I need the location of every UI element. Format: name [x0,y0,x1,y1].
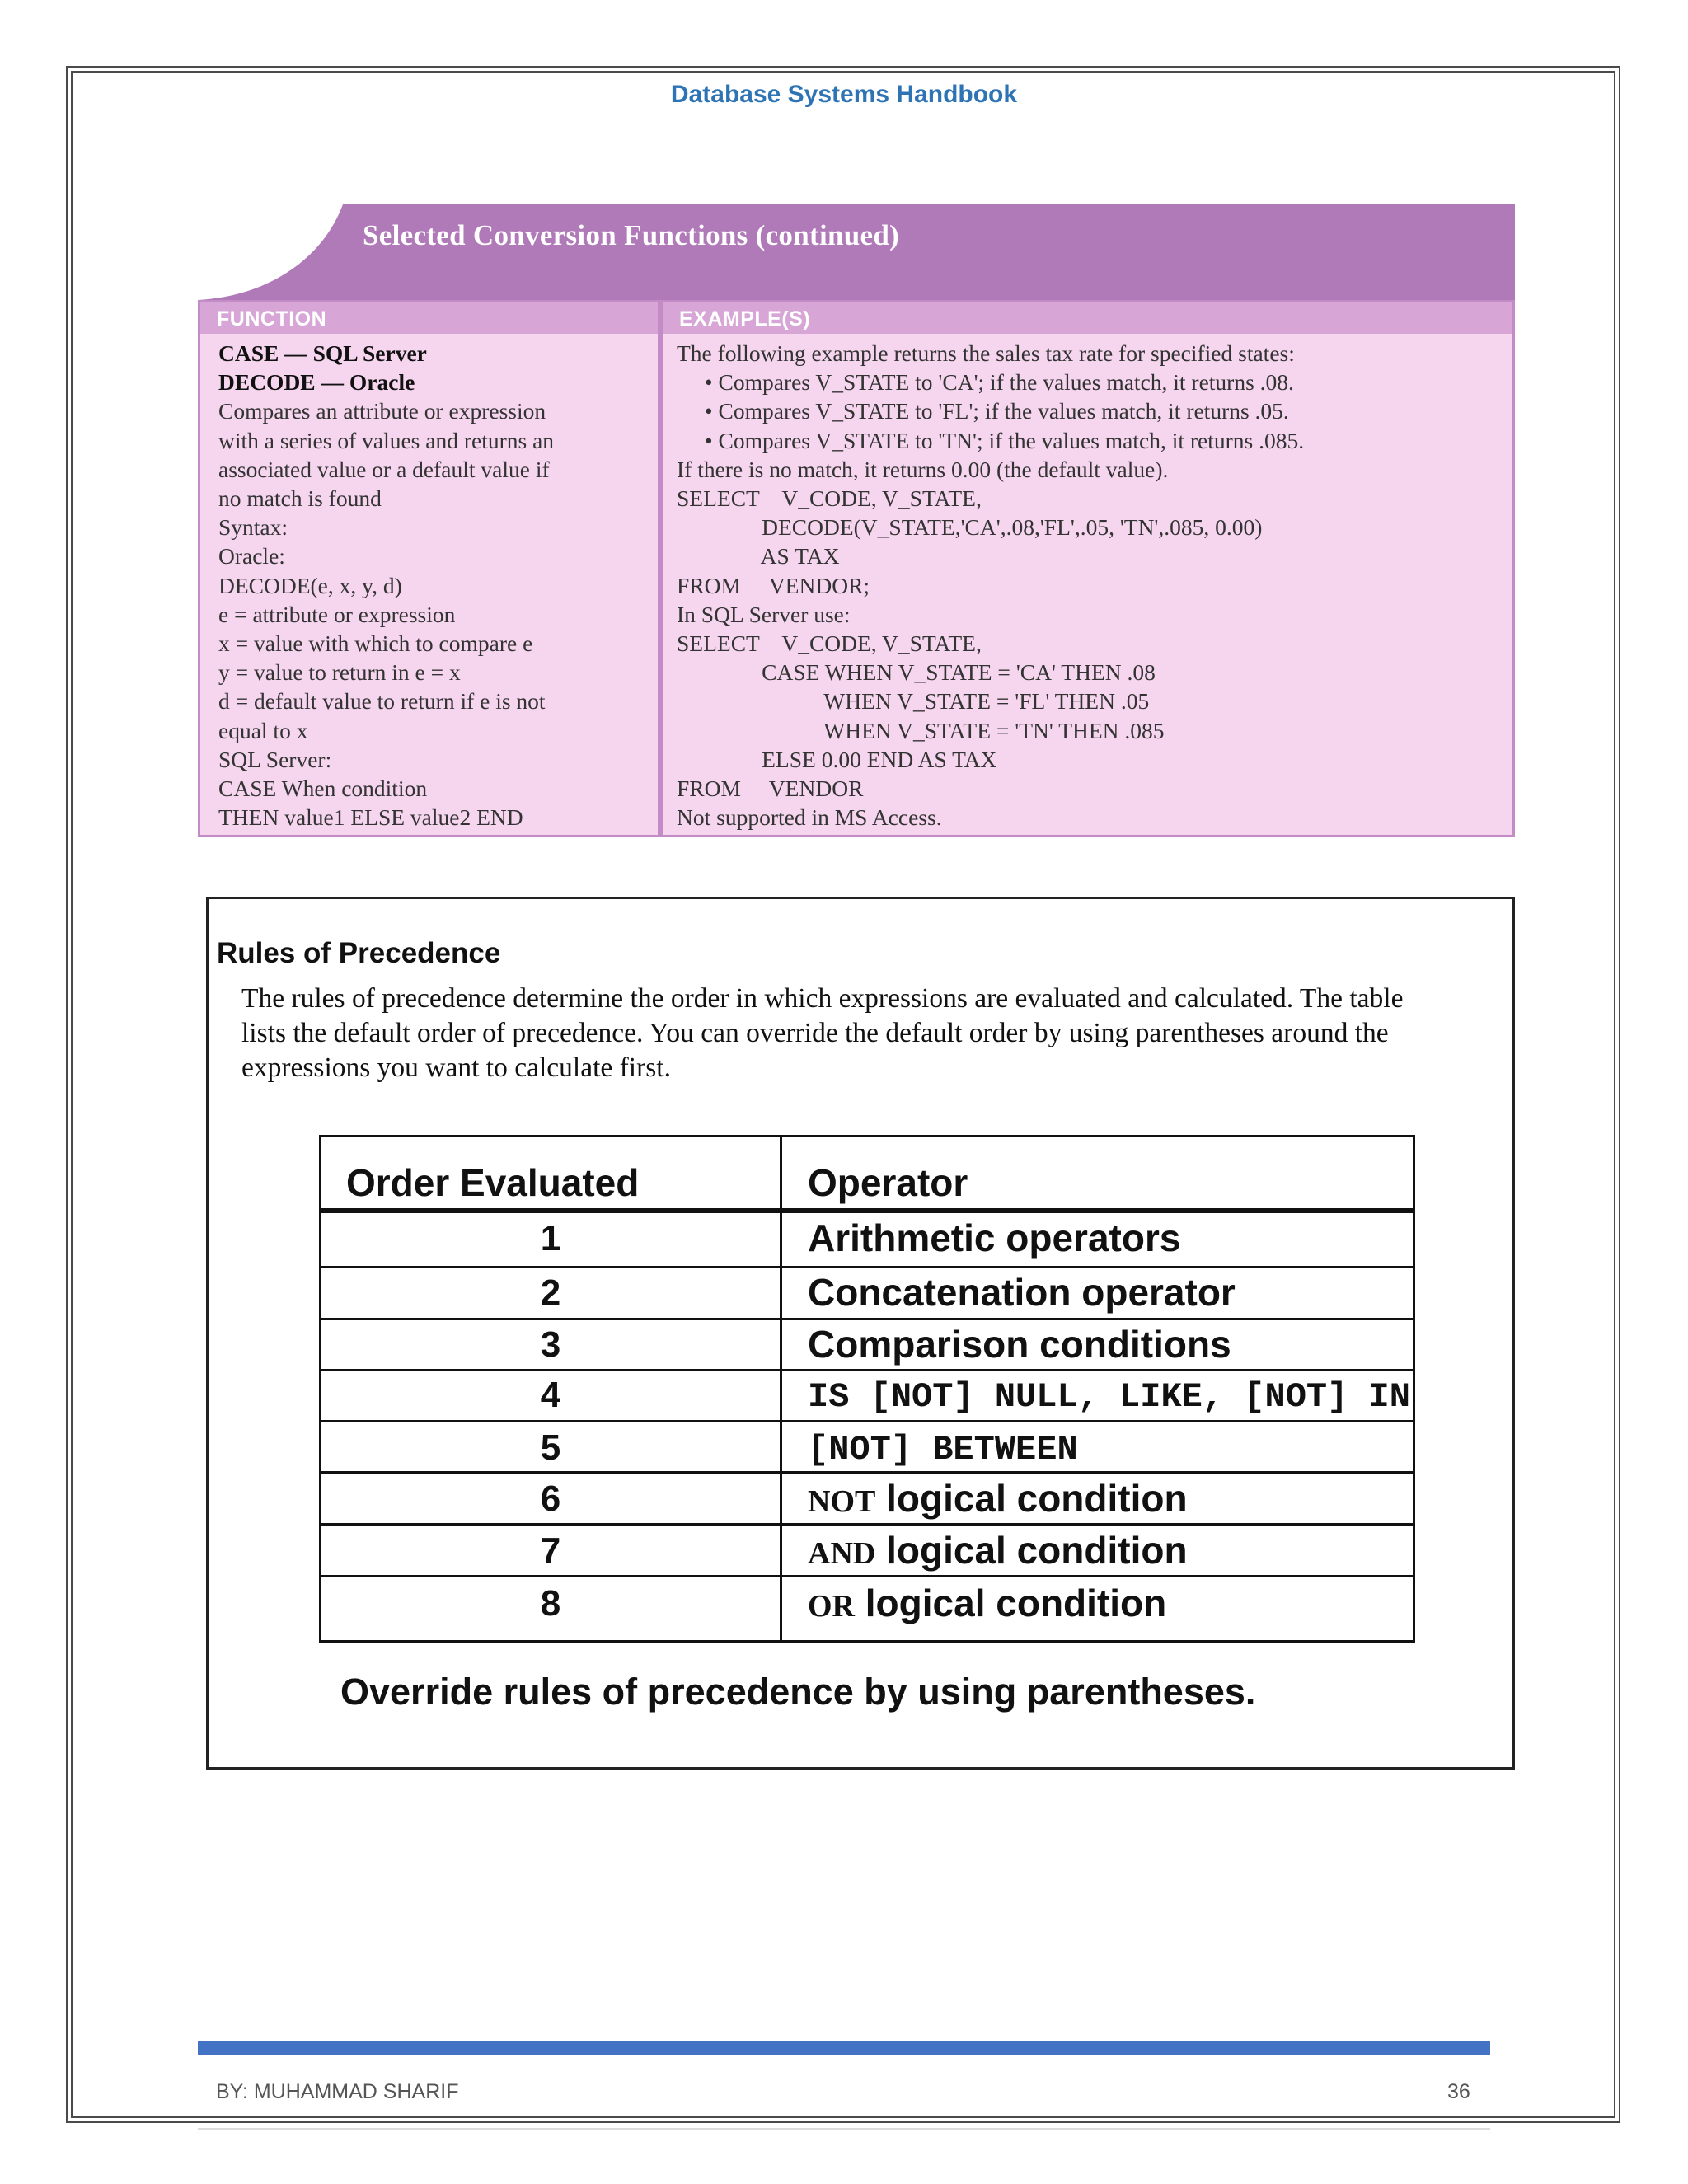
operator-cell [808,1528,1188,1572]
keyword-not: NOT [808,1484,876,1519]
header-operator: Operator [808,1161,968,1204]
examples [677,339,1501,832]
example-bullet: • Compares V_STATE to 'FL'; if the values match, it returns .05. [705,398,1289,424]
example-line: Not supported in MS Access. [677,804,942,831]
table-row-rule [321,1266,1413,1268]
precedence-title: Rules of Precedence [217,937,501,969]
column-header-examples: EXAMPLE(S) [663,302,1512,334]
intro-line: The rules of precedence determine the order in which expressions are evaluated and calculated. The table [241,983,1404,1014]
function-line: no match is found [218,485,382,512]
operator-cell [808,1476,1188,1521]
example-line: The following example returns the sales tax rate for specified states: [677,340,1295,366]
example-bullet: • Compares V_STATE to 'TN'; if the values match, it returns .085. [705,427,1305,453]
example-line: CASE WHEN V_STATE = 'CA' THEN .08 [677,659,1156,686]
operator-cell [808,1581,1166,1625]
intro-line: lists the default order of precedence. You can override the default order by using parentheses around the [241,1018,1389,1048]
operator-cell: Arithmetic operators [808,1216,1181,1259]
example-line: SELECT V_CODE, V_STATE, [677,485,982,512]
function-description [218,339,651,832]
header-order-evaluated: Order Evaluated [346,1161,640,1204]
column-header-function: FUNCTION [200,302,658,334]
order-cell: 7 [540,1530,561,1571]
bottom-rule [198,2128,1490,2130]
function-line: THEN value1 ELSE value2 END [218,804,523,831]
operator-cell: [NOT] BETWEEN [808,1430,1078,1469]
operator-text: logical condition [886,1529,1188,1572]
function-line: y = value to return in e = x [218,659,461,686]
function-line: associated value or a default value if [218,456,550,482]
conversion-table [198,300,1515,837]
order-cell: 2 [540,1272,561,1313]
function-line: x = value with which to compare e [218,630,533,657]
example-line: AS TAX [677,543,840,569]
function-line: CASE — SQL Server [218,340,427,366]
running-header: Database Systems Handbook [670,81,1018,108]
example-bullet: • Compares V_STATE to 'CA'; if the values match, it returns .08. [705,369,1294,396]
function-line: e = attribute or expression [218,601,456,627]
function-line: DECODE(e, x, y, d) [218,572,402,598]
conversion-functions-figure [198,204,1515,837]
example-line: WHEN V_STATE = 'FL' THEN .05 [677,688,1150,715]
function-line: with a series of values and returns an [218,427,555,453]
example-line: FROM VENDOR; [677,572,870,598]
keyword-or: OR [808,1589,855,1624]
order-cell: 8 [540,1583,561,1624]
operator-cell: Comparison conditions [808,1323,1231,1366]
example-line: If there is no match, it returns 0.00 (the default value). [677,456,1169,482]
table-row-rule [321,1369,1413,1371]
function-line: d = default value to return if e is not [218,688,546,715]
function-line: Syntax: [218,514,288,541]
table-row-rule [321,1420,1413,1422]
precedence-box [206,897,1515,1770]
function-line: CASE When condition [218,776,428,802]
table-header-rule [321,1208,1413,1213]
order-cell: 5 [540,1427,561,1468]
column-divider [658,302,663,835]
table-row-rule [321,1523,1413,1526]
function-line: SQL Server: [218,746,332,772]
keyword-and: AND [808,1536,876,1571]
function-line: Oracle: [218,543,285,569]
table-row-rule [321,1575,1413,1577]
order-cell: 1 [540,1218,561,1258]
operator-cell: Concatenation operator [808,1271,1236,1314]
intro-line: expressions you want to calculate first. [241,1052,671,1083]
precedence-intro [241,982,1494,1085]
footer-bar [198,2041,1490,2055]
order-cell: 6 [540,1479,561,1519]
function-line: equal to x [218,717,308,743]
function-line: DECODE — Oracle [218,369,415,396]
footer-author: BY: MUHAMMAD SHARIF [216,2080,459,2103]
figure-title: Selected Conversion Functions (continued) [363,219,900,251]
function-line: Compares an attribute or expression [218,398,546,424]
operator-cell: IS [NOT] NULL, LIKE, [NOT] IN [808,1377,1410,1417]
precedence-table [319,1135,1415,1643]
precedence-footer-note: Override rules of precedence by using parentheses. [340,1671,1256,1713]
table-row-rule [321,1318,1413,1320]
operator-text: logical condition [886,1477,1188,1520]
example-line: DECODE(V_STATE,'CA',.08,'FL',.05, 'TN',.085, 0.00) [677,514,1263,541]
operator-text: logical condition [865,1582,1167,1624]
example-line: FROM VENDOR [677,776,864,802]
page-number: 36 [1447,2080,1470,2103]
order-cell: 3 [540,1324,561,1365]
example-line: ELSE 0.00 END AS TAX [677,746,997,772]
table-row-rule [321,1471,1413,1474]
example-line: In SQL Server use: [677,601,851,627]
example-line: SELECT V_CODE, V_STATE, [677,630,982,657]
example-line: WHEN V_STATE = 'TN' THEN .085 [677,717,1165,743]
order-cell: 4 [540,1375,561,1415]
